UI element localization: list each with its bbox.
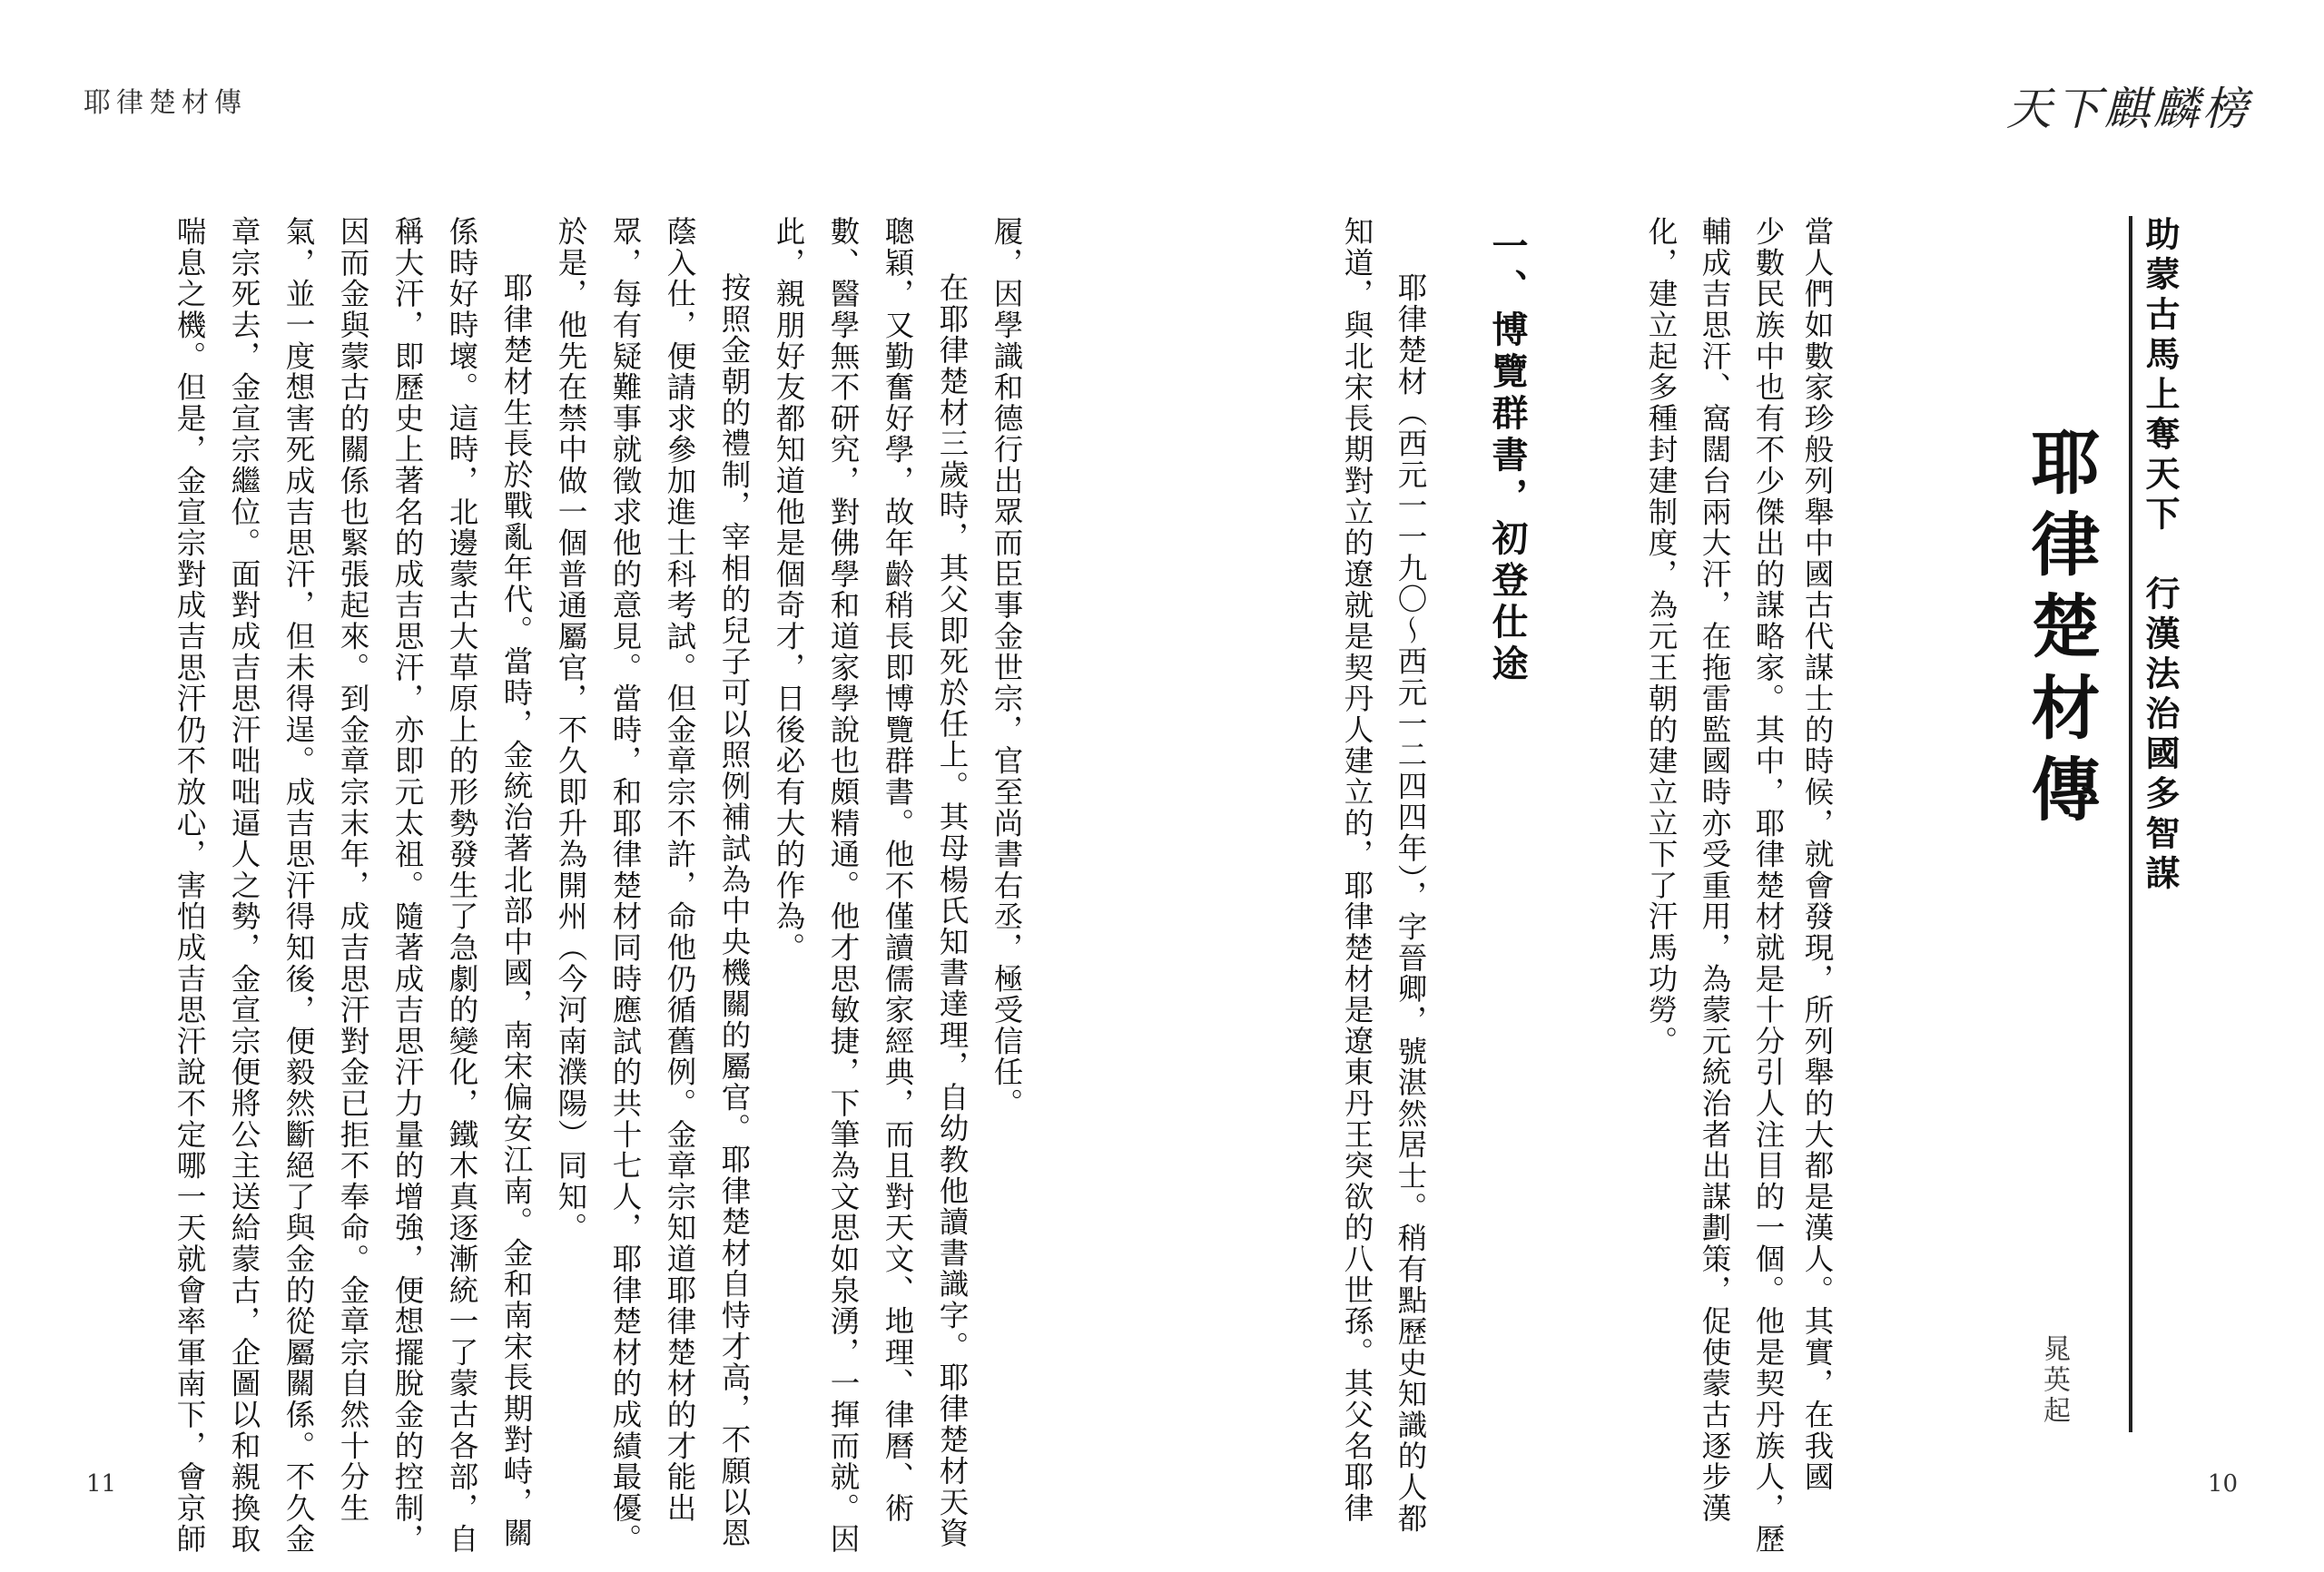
body-text-col: 履，因學識和德行出眾而臣事金世宗，官至尚書右丞，極受信任。: [990, 216, 1024, 1119]
intro-paragraph-col: 少數民族中也有不少傑出的謀略家。其中，耶律楚材就是十分引人注目的一個。他是契丹族人，歷: [1751, 216, 1786, 1555]
body-text-col: 因而金與蒙古的關係也緊張起來。到金章宗末年，成吉思汗對金已拒不奉命。金章宗自然十分生: [336, 216, 370, 1524]
body-text-col: 按照金朝的禮制，宰相的兒子可以照例補試為中央機關的屬官。耶律楚材自恃才高，不願以恩: [717, 272, 752, 1549]
running-header-right-logo: 天下麒麟榜: [2006, 83, 2251, 135]
body-text-col: 眾，每有疑難事就徵求他的意見。當時，和耶律楚材同時應試的共十七人，耶律楚材的成績最優。: [608, 216, 643, 1555]
body-text-col: 耶律楚材生長於戰亂年代。當時，金統治著北部中國，南宋偏安江南。金和南宋長期對峙，關: [499, 272, 534, 1549]
body-text-col: 於是，他先在禁中做一個普通屬官，不久即升為開州（今河南濮陽）同知。: [554, 216, 588, 1243]
intro-paragraph-col: 輔成吉思汗、窩闊台兩大汗，在拖雷監國時亦受重用，為蒙元統治者出謀劃策，促使蒙古逐步漢: [1698, 216, 1732, 1524]
body-text-col: 在耶律楚材三歲時，其父即死於任上。其母楊氏知書達理，自幼教他讀書識字。耶律楚材天資: [935, 272, 970, 1549]
body-text-col: 喘息之機。但是，金宣宗對成吉思汗仍不放心，害怕成吉思汗說不定哪一天就會率軍南下，會京師: [172, 216, 207, 1555]
page-number-left: 11: [86, 1470, 117, 1498]
section-heading: 一、博覽群書，初登仕途: [1486, 227, 1529, 686]
body-text-col: 稱大汗，即歷史上著名的成吉思汗，亦即元太祖。隨著成吉思汗力量的增強，便想擺脫金的控制，: [390, 216, 425, 1555]
subtitle-rule: [2129, 216, 2132, 1432]
chapter-subtitle: 助蒙古馬上奪天下 行漢法治國多智謀: [2140, 216, 2181, 895]
chapter-title: 耶律楚材傳: [2020, 427, 2101, 835]
body-text-col: 耶律楚材（西元一一九〇～西元一二四四年），字晉卿，號湛然居士。稍有點歷史知識的人都: [1393, 272, 1428, 1535]
body-text-col: 此，親朋好友都知道他是個奇才，日後必有大的作為。: [772, 216, 806, 964]
body-text-col: 氣，並一度想害死成吉思汗，但未得逞。成吉思汗得知後，便毅然斷絕了與金的從屬關係。不久金: [281, 216, 316, 1555]
intro-paragraph-col: 化，建立起多種封建制度，為元王朝的建立立下了汗馬功勞。: [1644, 216, 1679, 1057]
chapter-author: 晁英起: [2038, 1334, 2070, 1427]
body-text-col: 蔭入仕，便請求參加進士科考試。但金章宗不許，命他仍循舊例。金章宗知道耶律楚材的才能出: [663, 216, 697, 1524]
page-number-right: 10: [2207, 1470, 2238, 1498]
body-text-col: 聰穎，又勤奮好學，故年齡稍長即博覽群書。他不僅讀儒家經典，而且對天文、地理、律曆、術: [881, 216, 915, 1524]
body-text-col: 係時好時壞。這時，北邊蒙古大草原上的形勢發生了急劇的變化，鐵木真逐漸統一了蒙古各部，自: [445, 216, 479, 1555]
running-header-left: 耶律楚材傳: [84, 87, 247, 119]
intro-paragraph-col: 當人們如數家珍般列舉中國古代謀士的時候，就會發現，所列舉的大都是漢人。其實，在我國: [1800, 216, 1835, 1493]
body-text-col: 章宗死去，金宣宗繼位。面對成吉思汗咄咄逼人之勢，金宣宗便將公主送給蒙古，企圖以和親換取: [227, 216, 261, 1555]
body-text-col: 知道，與北宋長期對立的遼就是契丹人建立的，耶律楚材是遼東丹王突欲的八世孫。其父名耶律: [1340, 216, 1374, 1524]
body-text-col: 數、醫學無不研究，對佛學和道家學說也頗精通。他才思敏捷，下筆為文思如泉湧，一揮而就。因: [826, 216, 861, 1555]
